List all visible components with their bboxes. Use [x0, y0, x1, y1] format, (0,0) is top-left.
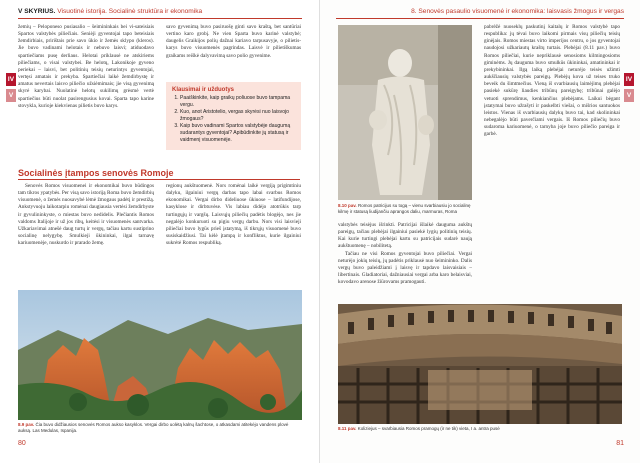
section-rule [18, 179, 300, 180]
caption-label: 8.10 pav. [338, 203, 357, 208]
caption-text: Koliziejus – svarbiausia Romos pramogų (ir ne tik) vieta, I a. antra pusė [357, 426, 500, 431]
caption-text: Romos patricijus su togą – vienu svarbiausiu jo socialinę kilmę ir statusą liudijančiu aprangos daliu, marmuras, Roma [338, 203, 471, 214]
body-column-2 [484, 24, 620, 296]
question-item: 1. Paaiškinkite, kaip graikų poliuose buvo tampama vergu. [180, 95, 297, 108]
figure-caption-colosseum [338, 426, 622, 432]
las-medulas-photo [18, 290, 302, 420]
header-rule [18, 18, 302, 19]
colosseum-photo [338, 304, 622, 424]
body-column-2 [166, 24, 301, 80]
tab-chapter-iv[interactable]: IV [624, 73, 634, 86]
section-column-2 [166, 183, 301, 283]
left-page-header [18, 8, 202, 15]
caption-label: 8.11 pav. [338, 426, 357, 431]
right-page-header: 8. Senovės pasaulio visuomenė ir ekonomika: laisvasis žmogus ir vergas [411, 8, 624, 15]
paragraph: regionų aukštuomenė. Nors romėnai laikė vergiją prigimtiniu dalyku, ilgainiui vergų darbas tapo labai svarbus Romos ekonomikai. Vergai dirbo dideliuose ūkiuose – latifundijose, kasyklose ir dirbtuvėse. Vis labiau didėjo atotrūkis tarp turtingųjų ir vargšų. Laisvųjų piliečių padėtis blogėjo, nes jie negalėjo konkuruoti su pigiu vergų darbu. Nors visi laisvieji piliečiai buvo lygūs prieš įstatymą, iš tikrųjų visuomenė buvo susiskaidžiusi. Tai kėlė įtampą ir konfliktus, kurie ilgainiui sukrėtė Romos respubliką. [166, 183, 301, 247]
caption-text: Čia buvo didžiausios senovės Romos aukso kasyklos. Vergai dirbo uolėtą kalnų šachtose, o atkasdami atitekėjo vandens plovė auksą. Las Medulas, Ispanija. [18, 422, 289, 433]
paragraph: Tačiau ne visi Romos gyventojai buvo piliečiai. Vergai neturėjo jokių teisių, jų padėtis priklausė nuo šeimininko. Dalis vergų buvo paleidžiami į laisvę ir tapdavo laisvaisiais – libertinais. Gladiatoriai, dažniausiai vergai arba karo belaisviai, kovodavo arenose žiūrovams pramogauti. [338, 250, 472, 286]
caption-label: 8.9 pav. [18, 422, 35, 427]
questions-box [166, 82, 301, 150]
questions-list [166, 95, 301, 143]
tab-chapter-v[interactable]: V [6, 89, 16, 102]
tab-chapter-iv[interactable]: IV [6, 73, 16, 86]
paragraph: valstybės teisėjus išrinkti. Patricijai išlaikė dauguma aukštų pareigų, tačiau plebėjai ilgainiui pasiekė lygių politinių teisių. Kai kurie turtingi plebėjai kartu su patricijais sudarė naują aukštuomenę – nobilitetą. [338, 222, 472, 250]
question-item: 3. Kaip buvo vadinami Spartos valstybėje daugumą sudarantys gyventojai? Apibūdinkite jų statusą ir vaidmenį visuomenėje. [180, 123, 297, 143]
page-number: 80 [18, 440, 26, 447]
paragraph: savo gyvenimą buvo pasiruošę ginti savo kraštą, bet santūriai vertino karo grobį. Ne vien Sparta buvo karinė valstybė; daugelis Graikijos polių dažnai kariavo tarpusavyje, o pilietis-karys buvo visuomenės pagrindas. Laisvė ir pilietiškumas graikams reiškė dalyvavimą savo polio gyvenime. [166, 24, 301, 59]
chapter-subtitle: Visuotinė istorija. Socialinė struktūra ir ekonomika [57, 8, 203, 15]
page-number: 81 [616, 440, 624, 447]
tab-chapter-v[interactable]: V [624, 89, 634, 102]
questions-title: Klausimai ir užduotys [172, 87, 235, 93]
section-column-1 [18, 183, 154, 283]
paragraph: Senovės Romos visuomenei ir ekonomikai buvo būdingos tam tikros ypatybės. Per visą savo istoriją Roma buvo žemdirbių visuomenė, o žemės nuosavybė lėmė žmogaus padėtį ir prestižą. Ankstyvuoju laikotarpiu romėnai daugiausia vertėsi žemdirbyste ir gyvulininkyste, o miestas buvo nedidelis. Plečiantis Romos valdoms Italijoje ir už jos ribų, keitėsi ir visuomenės santvarka. Užkariavimai atnešė daug turtų ir vergų, tačiau kartu sustiprino socialinę nelygybę. Smulkieji ūkininkai, ilgai tarnavę kariuomenėje, nuskurdo ir prarado žemę. [18, 183, 154, 247]
figure-caption [18, 422, 302, 434]
figure-caption-patrician [338, 203, 472, 215]
chapter-label: V SKYRIUS. [18, 8, 56, 15]
paragraph: žemių – Peloponeso pusiasalio – šeimininkais bei vi-sateisiais Spartos valstybės piliečiais. Seniėji gyventojai tapo beteisiais žemdirbiais, pririštais prie savo ūkio ir žemės sklypo (kleros). Jie buvo vadinami helotais ir nebuvo laisvi; atiduodavo spartiečiams pusę derliaus. Helotai priklausė ne atskiriems piliečiams, o visai valstybei. Be helotų, Lakonikoje gyveno periekai – laisvi, bet politinių teisių neturintys gyventojai, vertęsi amatais ir prekyba. Spartiečiai laikė žemdirbystę ir amatus nevertais laisvo piliečio užsiėmimais; jie visą gyvenimą skyrė karybai. Nuolatinė helotų sukilimų grėsmė vertė spartiečius būti nuolat pasirengusius kovai. Sparta tapo karine stovykla, kurioje kiekvienas pilietis buvo karys. [18, 24, 154, 109]
question-item: 2. Kuo, anot Aristotelio, vergas skyrėsi nuo laisvojo žmogaus? [180, 109, 297, 122]
right-page [320, 0, 640, 463]
body-column-1 [338, 222, 472, 298]
patrician-statue-photo [338, 25, 472, 200]
section-title: Socialinės įtampos senovės Romoje [18, 168, 174, 178]
body-column-1 [18, 24, 154, 162]
paragraph: pabrėžė nuoseklų paskutinį kaitalų ir Romos valstybė tapo respublika: jų tėvai buvo laikomi pirmais visų piliečių teisių ginėjais. Romos miestas virto imperijos centru, o jos gyventojai naudojosi užkariautų kraštų turtais. Plebėjai (8.11 pav.) buvo Romos piliečiai, kurie nepriklausė senosioms kilmingosioms giminėms. Jų dauguma buvo smulkūs ūkininkai, amatininkai ir prekybininkai. Ilgą laiką plebėjai neturėjo teisės užimti aukščiausių valstybės pareigų. Plebėjų kova už teises truko beveik du šimtmečius. Vieną iš svarbiausių laimėjimų plebėjai pasiekė sukūrę liaudies tribūnų pareigybę; tribūnai galėjo vetuoti sprendimus, kenkiančius plebėjams. Laikui bėgant įstatymai buvo užrašyti ir paskelbti viešai, o mišrios santuokos leistos. Vienas iš svarbiausių dalykų buvo tai, kad skolininkai nebegalėjo būti paverčiami vergais. Iš Romos piliečių buvo sudaroma kariuomenė, o tarnyba joje buvo piliečio pareiga ir garbė. [484, 24, 620, 138]
header-rule [336, 18, 624, 19]
